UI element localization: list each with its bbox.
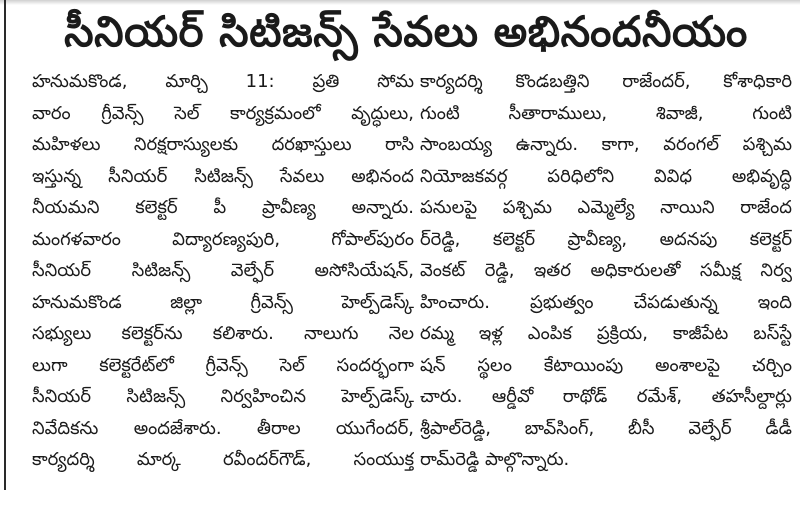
article-line: హించారు. ప్రభుత్వం చేపడుతున్న ఇంది <box>420 291 792 313</box>
article-line: గుంటి సీతారాములు, శివాజీ, గుంటి <box>420 102 792 124</box>
article-line: చారు. ఆర్డీవో రాథోడ్ రమేశ్, తహసీల్దార్లు <box>420 386 792 407</box>
article-line: షన్ స్థలం కేటాయింపు అంశాలపై చర్చిం <box>420 354 792 376</box>
article-line: వారం గ్రీవెన్స్ సెల్ కార్యక్రమంలో వృద్ధులు, <box>32 102 414 124</box>
article-line: ర్‌రెడ్డి, కలెక్టర్ ప్రావీణ్య, అదనపు కలెక్టర్ <box>420 228 792 250</box>
article-line: సభ్యులు కలెక్టర్‌ను కలిశారు. నాలుగు నెల <box>32 323 414 344</box>
article-line: మంగళవారం విద్యారణ్యపురి, గోపాల్‌పురం <box>32 228 414 250</box>
article-line: వెంకట్ రెడ్డి, ఇతర అధికారులతో సమీక్ష నిర్వ <box>420 260 792 281</box>
article-line: నీయమని కలెక్టర్ పీ ప్రావీణ్య అన్నారు. <box>32 197 414 218</box>
article-line: ఇస్తున్న సీనియర్ సిటిజన్స్ సేవలు అభినంద <box>32 165 414 187</box>
article-line: రమ్మ ఇళ్ల ఎంపిక ప్రక్రియ, కాజీపేట బస్‌స్టే <box>420 323 792 344</box>
article-line: సాంబయ్య ఉన్నారు. కాగా, వరంగల్ పశ్చిమ <box>420 134 792 155</box>
article-column-right <box>420 66 792 476</box>
article-line: పనులపై పశ్చిమ ఎమ్మెల్యే నాయిని రాజేంద <box>420 197 792 218</box>
article-line: నియోజకవర్గ పరిధిలోని వివిధ అభివృద్ధి <box>420 165 792 187</box>
article-line: సీనియర్ సిటిజన్స్ వెల్ఫేర్ అసోసియేషన్, <box>32 260 414 281</box>
article-line: కార్యదర్శి మార్క రవీందర్‌గౌడ్, సంయుక్త <box>32 449 414 470</box>
article-line: కార్యదర్శి కొండబత్తిని రాజేందర్, కోశాధికారి <box>420 71 792 92</box>
article-line: నివేదికను అందజేశారు. తీరాల యుగేందర్, <box>32 417 414 439</box>
article-line: మహిళలు నిరక్షరాస్యులకు దరఖాస్తులు రాసి <box>32 134 414 155</box>
article-line: హనుమకొండ, మార్చి 11: ప్రతి సోమ <box>32 71 414 92</box>
article-column-left <box>32 66 414 476</box>
article-line: శ్రీపాల్‌రెడ్డి, బావ్‌సింగ్, బీసీ వెల్ఫేర్ డీడీ <box>420 417 792 439</box>
article-line: హనుమకొండ జిల్లా గ్రీవెన్స్ హెల్ప్‌డెస్క్ <box>32 291 414 313</box>
headline: సీనియర్ సిటిజన్స్ సేవలు అభినందనీయం <box>64 7 748 56</box>
column-rule <box>4 0 6 490</box>
article-line: సీనియర్ సిటిజన్స్ నిర్వహించిన హెల్ప్‌డెస్క్ <box>32 386 414 407</box>
article-line: రామ్‌రెడ్డి పాల్గొన్నారు. <box>420 449 570 470</box>
article-line: లుగా కలెక్టరేట్‌లో గ్రీవెన్స్ సెల్ సందర్భంగా <box>32 354 414 376</box>
